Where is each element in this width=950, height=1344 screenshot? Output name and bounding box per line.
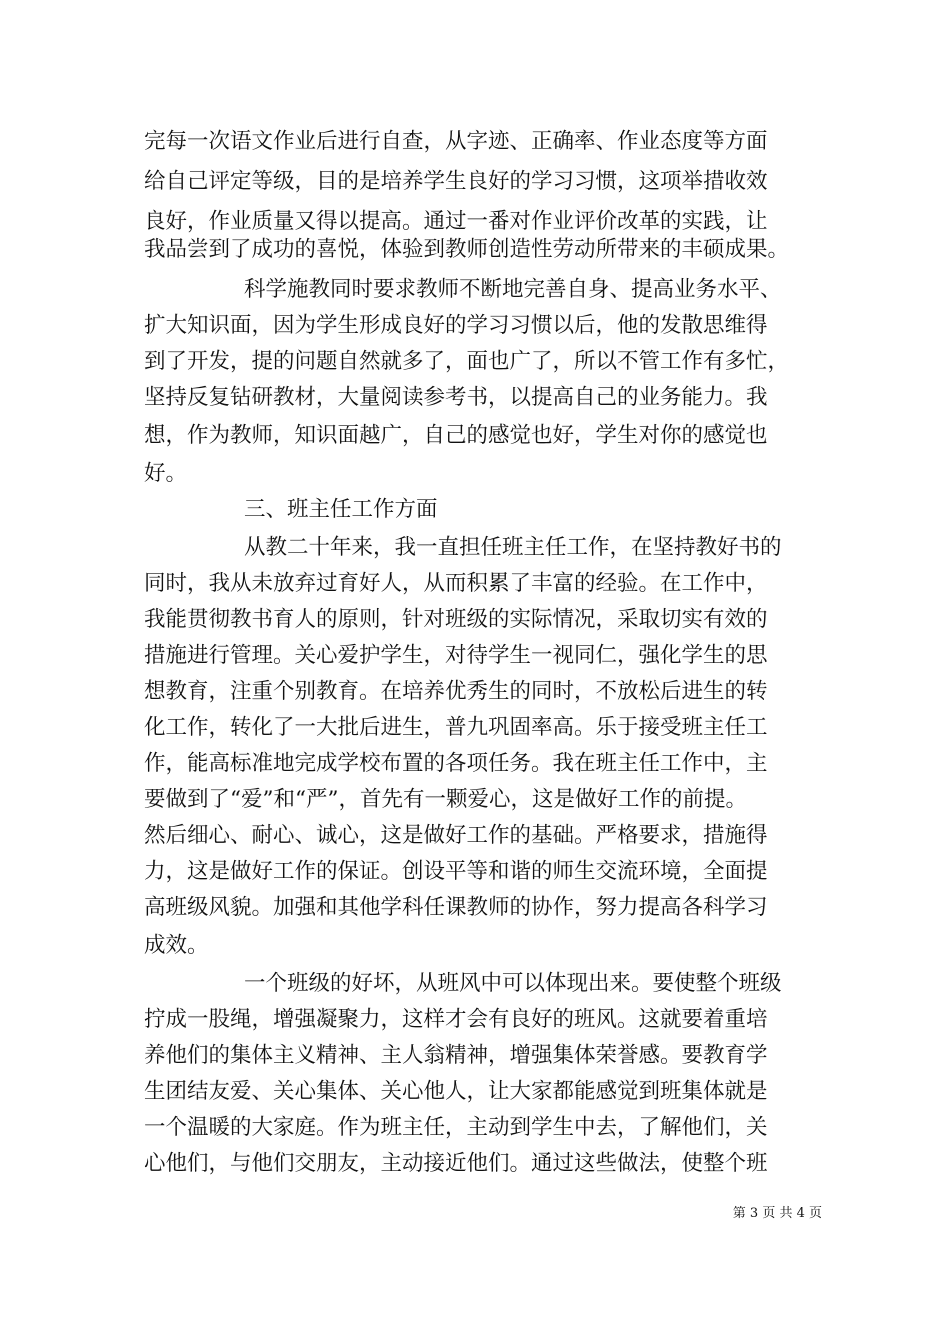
body-text-line: 措施进行管理。关心爱护学生，对待学生一视同仁，强化学生的思	[144, 643, 768, 668]
body-text-line: 一个温暖的大家庭。作为班主任，主动到学生中去，了解他们，关	[144, 1115, 768, 1140]
body-text-line: 坚持反复钻研教材，大量阅读参考书，以提高自己的业务能力。我	[144, 385, 768, 410]
body-text-line: 想教育，注重个别教育。在培养优秀生的同时，不放松后进生的转	[144, 679, 768, 704]
body-text-line: 成效。	[144, 933, 209, 958]
body-text-line: 力，这是做好工作的保证。创设平等和谐的师生交流环境，全面提	[144, 859, 768, 884]
body-text-line: 一个班级的好坏，从班风中可以体现出来。要使整个班级	[244, 971, 782, 996]
body-text-line: 高班级风貌。加强和其他学科任课教师的协作，努力提高各科学习	[144, 895, 768, 920]
body-text-line: 扩大知识面，因为学生形成良好的学习习惯以后，他的发散思维得	[144, 313, 768, 338]
body-text-line: 从教二十年来，我一直担任班主任工作，在坚持教好书的	[244, 535, 782, 560]
body-text-line: 我品尝到了成功的喜悦，体验到教师创造性劳动所带来的丰硕成果。	[144, 237, 790, 262]
body-text-line: 到了开发，提的问题自然就多了，面也广了，所以不管工作有多忙，	[144, 349, 790, 374]
body-text-line: 化工作，转化了一大批后进生，普九巩固率高。乐于接受班主任工	[144, 715, 768, 740]
body-text-line: 要做到了“爱”和“严”，首先有一颗爱心，这是做好工作的前提。	[144, 787, 747, 812]
body-text-line: 我能贯彻教书育人的原则，针对班级的实际情况，采取切实有效的	[144, 607, 768, 632]
body-text-line: 生团结友爱、关心集体、关心他人，让大家都能感觉到班集体就是	[144, 1079, 768, 1104]
body-text-line: 然后细心、耐心、诚心，这是做好工作的基础。严格要求，措施得	[144, 823, 768, 848]
body-text-line: 完每一次语文作业后进行自查，从字迹、正确率、作业态度等方面	[144, 129, 768, 154]
body-text-line: 良好，作业质量又得以提高。通过一番对作业评价改革的实践，让	[144, 209, 768, 234]
page-number-footer: 第 3 页 共 4 页	[732, 1206, 822, 1221]
body-text-line: 养他们的集体主义精神、主人翁精神，增强集体荣誉感。要教育学	[144, 1043, 768, 1068]
body-text-line: 同时，我从未放弃过育好人，从而积累了丰富的经验。在工作中，	[144, 571, 768, 596]
section-heading: 三、班主任工作方面	[244, 497, 438, 522]
body-text-line: 好。	[144, 461, 188, 486]
body-text-line: 想，作为教师，知识面越广，自己的感觉也好，学生对你的感觉也	[144, 423, 768, 448]
body-text-line: 拧成一股绳，增强凝聚力，这样才会有良好的班风。这就要着重培	[144, 1007, 768, 1032]
body-text-line: 作，能高标准地完成学校布置的各项任务。我在班主任工作中，主	[144, 751, 768, 776]
body-text-line: 科学施教同时要求教师不断地完善自身、提高业务水平、	[244, 277, 782, 302]
body-text-line: 给自己评定等级，目的是培养学生良好的学习习惯，这项举措收效	[144, 169, 768, 194]
body-text-line: 心他们，与他们交朋友，主动接近他们。通过这些做法，使整个班	[144, 1151, 768, 1176]
